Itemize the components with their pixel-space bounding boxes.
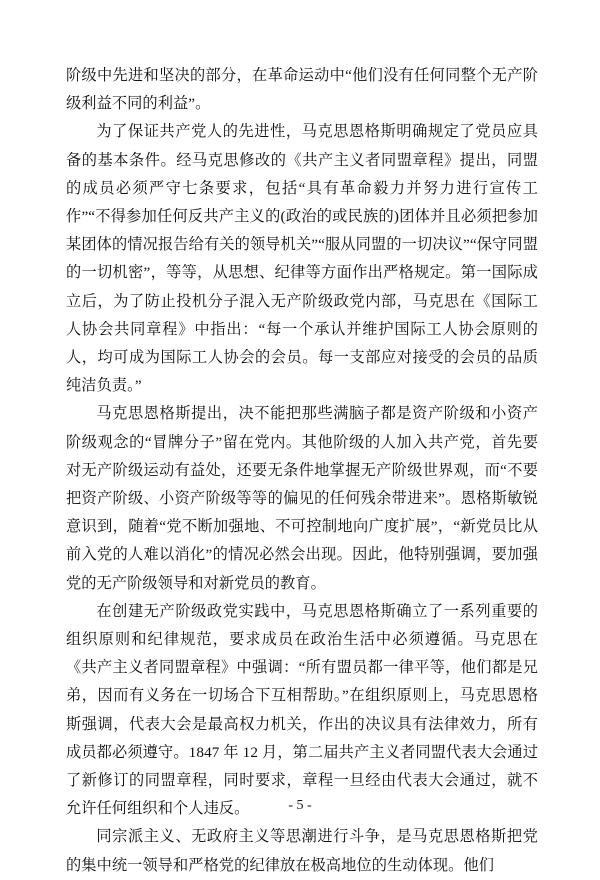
paragraph: 马克思恩格斯提出，决不能把那些满脑子都是资产阶级和小资产阶级观念的“冒牌分子”留在党内。其他阶级的人加入共产党，首先要对无产阶级运动有益处，还要无条件地掌握无产阶级世界观，而“不要把资产阶级、小资产阶级等等的偏见的任何残余带进来”。恩格斯敏锐意识到，随着“党不断加强地、不可控制地向广度扩展”，“新党员比从前入党的人难以消化”的情况必然会出现。因此，他特别强调，要加强党的无产阶级领导和对新党员的教育。 xyxy=(66,405,538,592)
paragraph: 同宗派主义、无政府主义等思潮进行斗争，是马克思恩格斯把党的集中统一领导和严格党的纪律放在极高地位的生动体现。他们 xyxy=(66,828,538,874)
paragraph: 在创建无产阶级政党实践中，马克思恩格斯确立了一系列重要的组织原则和纪律规范，要求成员在政治生活中必须遵循。马克思在《共产主义者同盟章程》中强调：“所有盟员都一律平等，他们都是兄弟，因而有义务在一切场合下互相帮助。”在组织原则上，马克思恩格斯强调，代表大会是最高权力机关，作出的决议具有法律效力，所有成员都必须遵守。1847 年 12 月，第二届共产主义者同盟代表大会通过了新修订的同盟章程，同时要求，章程一旦经由代表大会通过，就不允许任何组织和个人违反。 xyxy=(66,602,538,818)
document-body xyxy=(66,62,538,880)
paragraph: 为了保证共产党人的先进性，马克思恩格斯明确规定了党员应具备的基本条件。经马克思修改的《共产主义者同盟章程》提出，同盟的成员必须严守七条要求，包括“具有革命毅力并努力进行宣传工作”“不得参加任何反共产主义的(政治的或民族的)团体并且必须把参加某团体的情况报告给有关的领导机关”“服从同盟的一切决议”“保守同盟的一切机密”，等等，从思想、纪律等方面作出严格规定。第一国际成立后，为了防止投机分子混入无产阶级政党内部，马克思在《国际工人协会共同章程》中指出：“每一个承认并维护国际工人协会原则的人，均可成为国际工人协会的会员。每一支部应对接受的会员的品质纯洁负责。” xyxy=(66,123,538,395)
page-number: - 5 - xyxy=(288,798,312,813)
paragraph: 阶级中先进和坚决的部分，在革命运动中“他们没有任何同整个无产阶级利益不同的利益”。 xyxy=(66,67,538,113)
